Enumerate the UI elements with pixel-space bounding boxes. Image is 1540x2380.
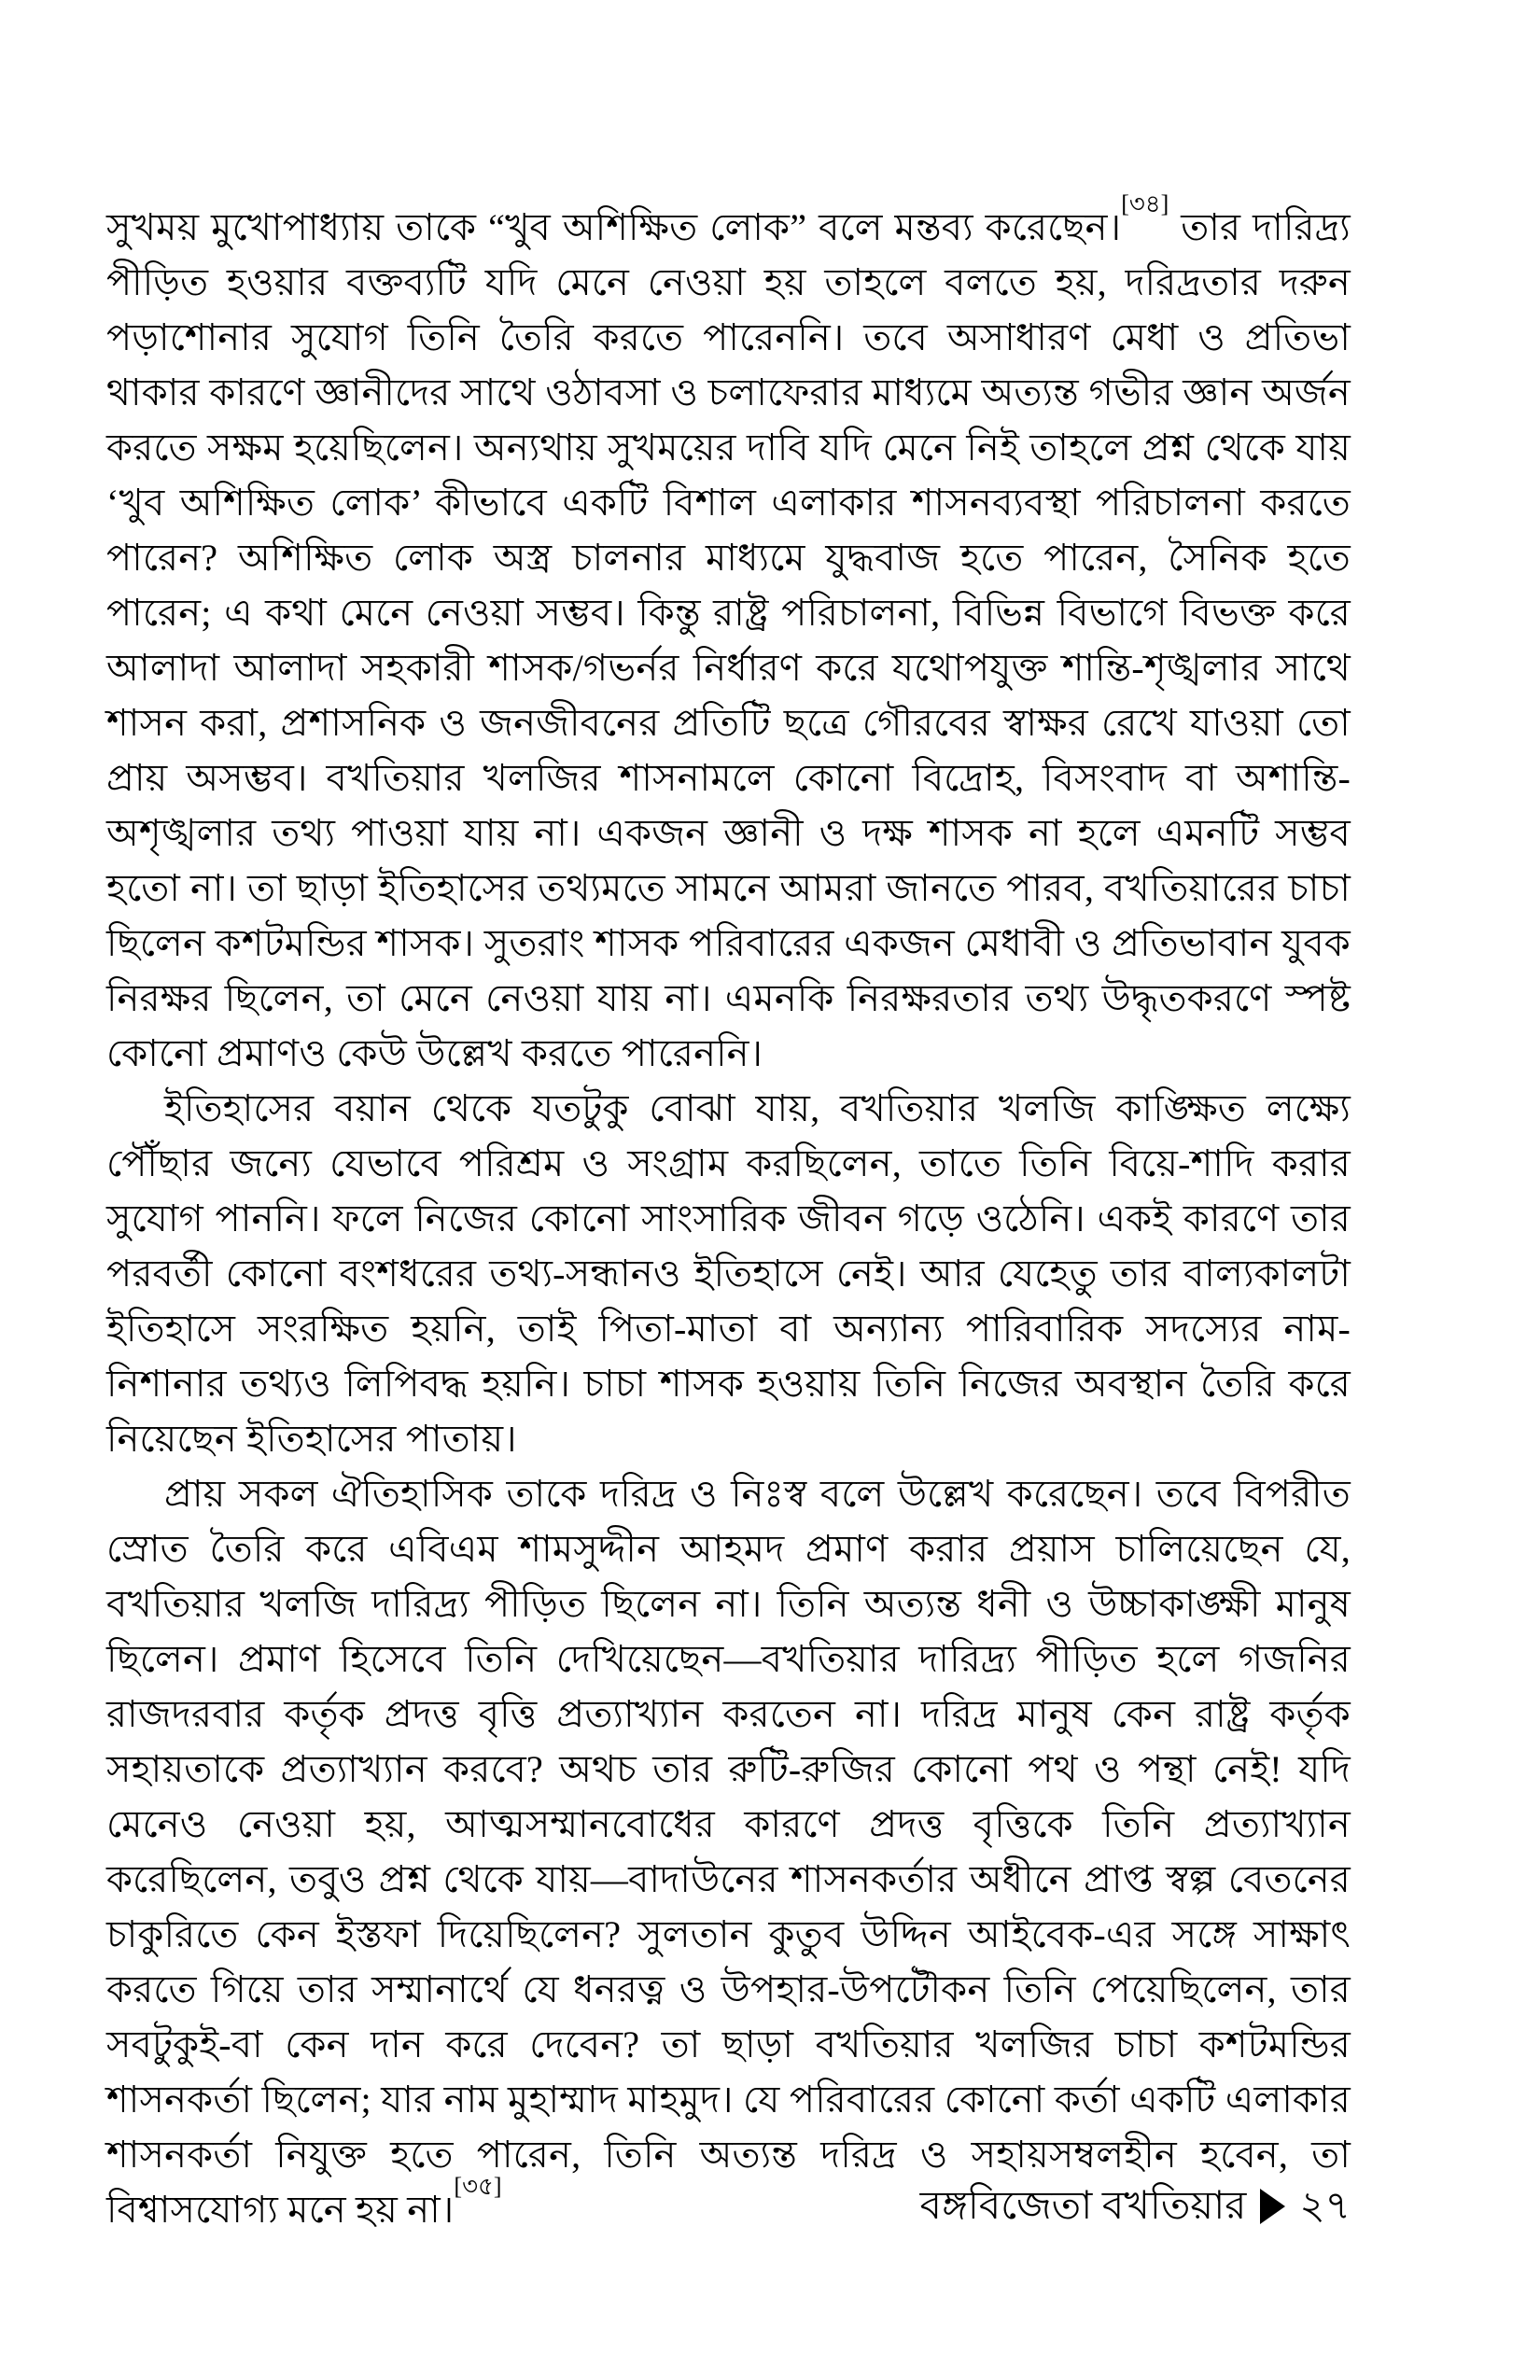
paragraph-3-text-before-note: প্রায় সকল ঐতিহাসিক তাকে দরিদ্র ও নিঃস্ব বলে উল্লেখ করেছেন। তবে বিপরীত স্রোত তৈরি করে এবিএম শামসুদ্দীন আহমদ প্রমাণ করার প্রয়াস চালিয়েছেন যে, বখতিয়ার খলজি দারিদ্র্য পীড়িত ছিলেন না। তিনি অত্যন্ত ধনী ও উচ্চাকাঙ্ক্ষী মানুষ ছিলেন। প্রমাণ হিসেবে তিনি দেখিয়েছেন—বখতিয়ার দারিদ্র্য পীড়িত হলে গজনির রাজদরবার কর্তৃক প্রদত্ত বৃত্তি প্রত্যাখ্যান করতেন না। দরিদ্র মানুষ কেন রাষ্ট্র কর্তৃক সহায়তাকে প্রত্যাখ্যান করবে? অথচ তার রুটি-রুজির কোনো পথ ও পন্থা নেই! যদি মেনেও নেওয়া হয়, আত্মসম্মানবোধের কারণে প্রদত্ত বৃত্তিকে তিনি প্রত্যাখ্যান করেছিলেন, তবুও প্রশ্ন থেকে যায়—বাদাউনের শাসনকর্তার অধীনে প্রাপ্ত স্বল্প বেতনের চাকুরিতে কেন ইস্তফা দিয়েছিলেন? সুলতান কুতুব উদ্দিন আইবেক-এর সঙ্গে সাক্ষাৎ করতে গিয়ে তার সম্মানার্থে যে ধনরত্ন ও উপহার-উপটৌকন তিনি পেয়েছিলেন, তার সবটুকুই-বা কেন দান করে দেবেন? তা ছাড়া বখতিয়ার খলজির চাচা কশটমন্ডির শাসনকর্তা ছিলেন; যার নাম মুহাম্মাদ মাহমুদ। যে পরিবারের কোনো কর্তা একটি এলাকার শাসনকর্তা নিযুক্ত হতে পারেন, তিনি অত্যন্ত দরিদ্র ও সহায়সম্বলহীন হবেন, তা বিশ্বাসযোগ্য মনে হয় না। xyxy=(106,1473,1351,2231)
page-footer xyxy=(920,2182,1351,2231)
paragraph-1 xyxy=(106,189,1351,1081)
paragraph-2 xyxy=(106,1081,1351,1466)
footer-book-title: বঙ্গবিজেতা বখতিয়ার xyxy=(919,2185,1247,2228)
page-body-text xyxy=(106,189,1351,2237)
paragraph-3 xyxy=(106,1466,1351,2237)
paragraph-2-text: ইতিহাসের বয়ান থেকে যতটুকু বোঝা যায়, বখতিয়ার খলজি কাঙ্ক্ষিত লক্ষ্যে পৌঁছার জন্যে যেভাবে পরিশ্রম ও সংগ্রাম করছিলেন, তাতে তিনি বিয়ে-শাদি করার সুযোগ পাননি। ফলে নিজের কোনো সাংসারিক জীবন গড়ে ওঠেনি। একই কারণে তার পরবর্তী কোনো বংশধরের তথ্য-সন্ধানও ইতিহাসে নেই। আর যেহেতু তার বাল্যকালটা ইতিহাসে সংরক্ষিত হয়নি, তাই পিতা-মাতা বা অন্যান্য পারিবারিক সদস্যের নাম-নিশানার তথ্যও লিপিবদ্ধ হয়নি। চাচা শাসক হওয়ায় তিনি নিজের অবস্থান তৈরি করে নিয়েছেন ইতিহাসের পাতায়। xyxy=(106,1087,1351,1460)
footnote-marker-35: [৩৫] xyxy=(454,2172,502,2200)
paragraph-1-text-before-note: সুখময় মুখোপাধ্যায় তাকে “খুব অশিক্ষিত লোক” বলে মন্তব্য করেছেন। xyxy=(106,206,1122,248)
right-triangle-icon xyxy=(1260,2189,1285,2224)
footnote-marker-34: [৩৪] xyxy=(1121,189,1169,217)
footer-page-number: ২৭ xyxy=(1299,2185,1351,2228)
paragraph-1-text-after-note: তার দারিদ্র্য পীড়িত হওয়ার বক্তব্যটি যদি মেনে নেওয়া হয় তাহলে বলতে হয়, দরিদ্রতার দরুন পড়াশোনার সুযোগ তিনি তৈরি করতে পারেননি। তবে অসাধারণ মেধা ও প্রতিভা থাকার কারণে জ্ঞানীদের সাথে ওঠাবসা ও চলাফেরার মাধ্যমে অত্যন্ত গভীর জ্ঞান অর্জন করতে সক্ষম হয়েছিলেন। অন্যথায় সুখময়ের দাবি যদি মেনে নিই তাহলে প্রশ্ন থেকে যায় ‘খুব অশিক্ষিত লোক’ কীভাবে একটি বিশাল এলাকার শাসনব্যবস্থা পরিচালনা করতে পারেন? অশিক্ষিত লোক অস্ত্র চালনার মাধ্যমে যুদ্ধবাজ হতে পারেন, সৈনিক হতে পারেন; এ কথা মেনে নেওয়া সম্ভব। কিন্তু রাষ্ট্র পরিচালনা, বিভিন্ন বিভাগে বিভক্ত করে আলাদা আলাদা সহকারী শাসক/গভর্নর নির্ধারণ করে যথোপযুক্ত শান্তি-শৃঙ্খলার সাথে শাসন করা, প্রশাসনিক ও জনজীবনের প্রতিটি ছত্রে গৌরবের স্বাক্ষর রেখে যাওয়া তো প্রায় অসম্ভব। বখতিয়ার খলজির শাসনামলে কোনো বিদ্রোহ, বিসংবাদ বা অশান্তি-অশৃঙ্খলার তথ্য পাওয়া যায় না। একজন জ্ঞানী ও দক্ষ শাসক না হলে এমনটি সম্ভব হতো না। তা ছাড়া ইতিহাসের তথ্যমতে সামনে আমরা জানতে পারব, বখতিয়ারের চাচা ছিলেন কশটমন্ডির শাসক। সুতরাং শাসক পরিবারের একজন মেধাবী ও প্রতিভাবান যুবক নিরক্ষর ছিলেন, তা মেনে নেওয়া যায় না। এমনকি নিরক্ষরতার তথ্য উদ্ধৃতকরণে স্পষ্ট কোনো প্রমাণও কেউ উল্লেখ করতে পারেননি। xyxy=(106,206,1351,1074)
